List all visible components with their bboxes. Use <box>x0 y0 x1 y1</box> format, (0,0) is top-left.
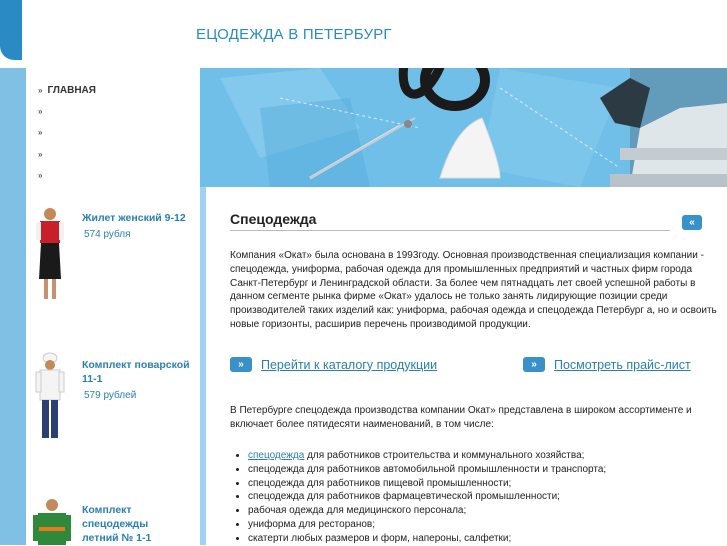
product-name[interactable]: Комплект поварской 11-1 <box>82 359 190 385</box>
nav-item-3[interactable] <box>38 128 47 137</box>
price-link-row[interactable] <box>523 357 691 372</box>
catalog-link[interactable]: Перейти к каталогу продукции <box>261 357 438 372</box>
left-decor-strip <box>0 68 26 545</box>
list-item: • спецодежда для работников пищевой промышленности; <box>248 477 606 491</box>
nav-item-label: ГЛАВНАЯ <box>47 85 96 96</box>
header-banner-image <box>200 68 727 187</box>
chevron-right-icon: » <box>38 128 43 137</box>
product-price: 579 рублей <box>84 390 137 401</box>
chevron-right-icon: » <box>38 86 43 95</box>
chevron-right-icon: » <box>38 107 43 116</box>
product-price: 574 рубля <box>84 229 131 240</box>
list-item: • спецодежда для работников строительства и коммунального хозяйства; <box>248 449 606 463</box>
workwear-link[interactable]: спецодежда <box>248 450 305 461</box>
chevron-right-icon: » <box>38 171 43 180</box>
nav-item-2[interactable] <box>38 107 47 116</box>
list-item: • спецодежда для работников фармацевтической промышленности; <box>248 490 606 504</box>
back-button[interactable]: « <box>682 215 702 230</box>
list-item: • спецодежда для работников автомобильной промышленности и транспорта; <box>248 463 606 477</box>
chevron-right-icon: » <box>38 150 43 159</box>
intro-paragraph: Компания «Окат» была основана в 1993году. Основная производственная специализация компании - спецодежда, униформа, рабочая одежда для промышленных предприятий и частных фирм города Санкт-Петербург и Ленинградской области. За более чем пятнадцать лет своей успешной работы в данном сегменте рынка фирме «Окат» удалось не только занять лидирующие позиции среди производителей таких изделий как: униформа, рабочая одежда и спецодежда Петербург а, но и освоить новые горизонты, расширив перечень производимой продукции. <box>230 250 717 330</box>
product-name[interactable]: Жилет женский 9-12 <box>82 212 186 224</box>
list-item: • униформа для ресторанов; <box>248 518 606 532</box>
main-nav <box>26 68 200 187</box>
catalog-link-row[interactable] <box>230 357 437 372</box>
product-photo-chef[interactable] <box>32 352 68 444</box>
assortment-list <box>234 449 606 546</box>
site-title: ЕЦОДЕЖДА В ПЕТЕРБУРГ <box>196 26 392 43</box>
nav-item-home[interactable] <box>38 85 96 96</box>
product-photo-vest[interactable] <box>32 207 68 303</box>
list-item: • скатерти любых размеров и форм, напероны, салфетки; <box>248 532 606 546</box>
nav-item-5[interactable] <box>38 171 47 180</box>
header <box>0 0 727 68</box>
assortment-paragraph: В Петербурге спецодежда производства компании Окат» представлена в широком ассортименте и включает более пятидесяти наименований, в том числе: <box>230 405 692 430</box>
banner-illustration <box>200 68 727 187</box>
product-sidebar <box>26 187 200 545</box>
product-photo-workwear[interactable] <box>32 497 72 545</box>
main-content <box>206 187 727 545</box>
arrow-right-icon[interactable]: » <box>523 357 545 372</box>
list-item: • рабочая одежда для медицинского персонала; <box>248 504 606 518</box>
product-name[interactable]: Комплект спецодежды летний № 1-1 <box>82 504 152 544</box>
page-title: Спецодежда <box>230 211 317 227</box>
arrow-right-icon[interactable]: » <box>230 357 252 372</box>
nav-item-4[interactable] <box>38 150 47 159</box>
title-divider <box>230 230 670 231</box>
price-list-link[interactable]: Посмотреть прайс-лист <box>554 357 691 372</box>
header-accent-bar <box>0 0 22 60</box>
